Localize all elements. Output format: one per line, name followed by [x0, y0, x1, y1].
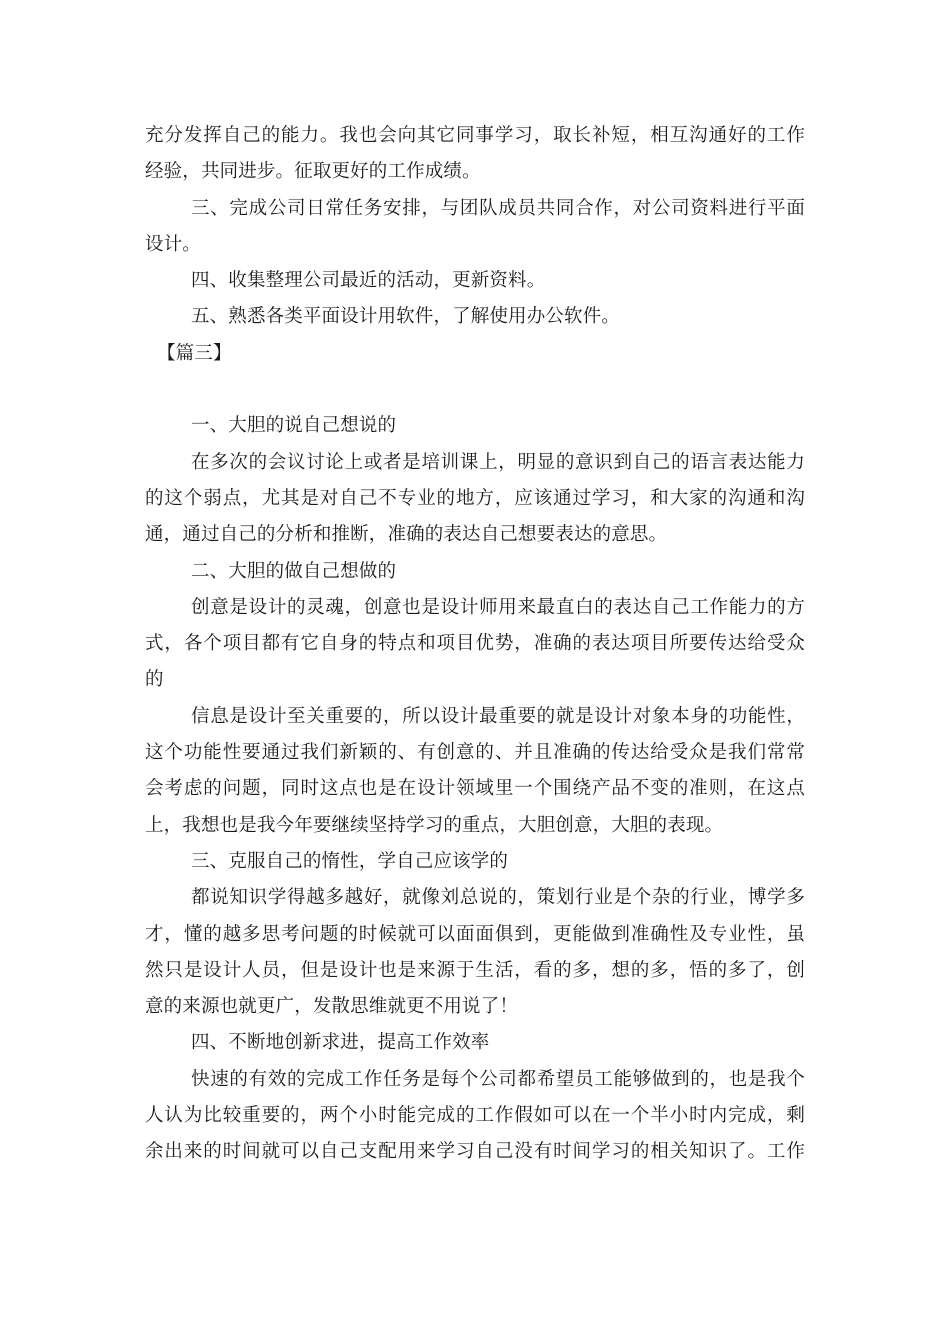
text-line: 三、克服自己的惰性，学自己应该学的 [191, 850, 509, 872]
text-line: 式，各个项目都有它自身的特点和项目优势，准确的表达项目所要传达给受众 [145, 633, 805, 655]
document-page [145, 118, 805, 1171]
text-line: 三、完成公司日常任务安排，与团队成员共同合作，对公司资料进行平面 [191, 197, 805, 219]
text-line: 人认为比较重要的，两个小时能完成的工作假如可以在一个半小时内完成，剩 [145, 1105, 805, 1127]
text-line: 都说知识学得越多越好，就像刘总说的，策划行业是个杂的行业，博学多 [191, 887, 805, 909]
text-line: 快速的有效的完成工作任务是每个公司都希望员工能够做到的，也是我个 [191, 1068, 805, 1090]
blank-line [145, 372, 805, 408]
text-line: 四、不断地创新求进，提高工作效率 [191, 1032, 490, 1054]
text-line: 充分发挥自己的能力。我也会向其它同事学习，取长补短，相互沟通好的工作 [145, 125, 805, 146]
text-line: 在多次的会议讨论上或者是培训课上，明显的意识到自己的语言表达能力 [191, 451, 805, 473]
text-line: 设计。 [145, 233, 201, 255]
text-line: 才，懂的越多思考问题的时候就可以面面俱到，更能做到准确性及专业性，虽 [145, 923, 805, 945]
text-line: 四、收集整理公司最近的活动，更新资料。 [191, 270, 546, 292]
text-line: 的 [145, 669, 164, 691]
text-line: 二、大胆的做自己想做的 [191, 560, 397, 582]
text-line: 意的来源也就更广，发散思维就更不用说了！ [145, 996, 519, 1018]
text-line: 信息是设计至关重要的，所以设计最重要的就是设计对象本身的功能性， [191, 705, 805, 727]
text-line: 这个功能性要通过我们新颖的、有创意的、并且准确的传达给受众是我们常常 [145, 742, 805, 764]
text-line: 通，通过自己的分析和推断，准确的表达自己想要表达的意思。 [145, 524, 668, 546]
text-line: 然只是设计人员，但是设计也是来源于生活，看的多，想的多，悟的多了，创 [145, 959, 805, 981]
text-line: 上，我想也是我今年要继续坚持学习的重点，大胆创意，大胆的表现。 [145, 814, 724, 836]
text-line: 余出来的时间就可以自己支配用来学习自己没有时间学习的相关知识了。工作 [145, 1141, 805, 1163]
section-heading: 【篇三】 [157, 342, 232, 364]
text-line: 五、熟悉各类平面设计用软件，了解使用办公软件。 [191, 306, 620, 328]
text-line: 会考虑的问题，同时这点也是在设计领域里一个围绕产品不变的准则，在这点 [145, 778, 805, 800]
text-line: 创意是设计的灵魂，创意也是设计师用来最直白的表达自己工作能力的方 [191, 596, 805, 618]
text-line: 的这个弱点，尤其是对自己不专业的地方，应该通过学习，和大家的沟通和沟 [145, 487, 805, 509]
text-line: 经验，共同进步。征取更好的工作成绩。 [145, 161, 481, 183]
text-line: 一、大胆的说自己想说的 [191, 415, 397, 437]
